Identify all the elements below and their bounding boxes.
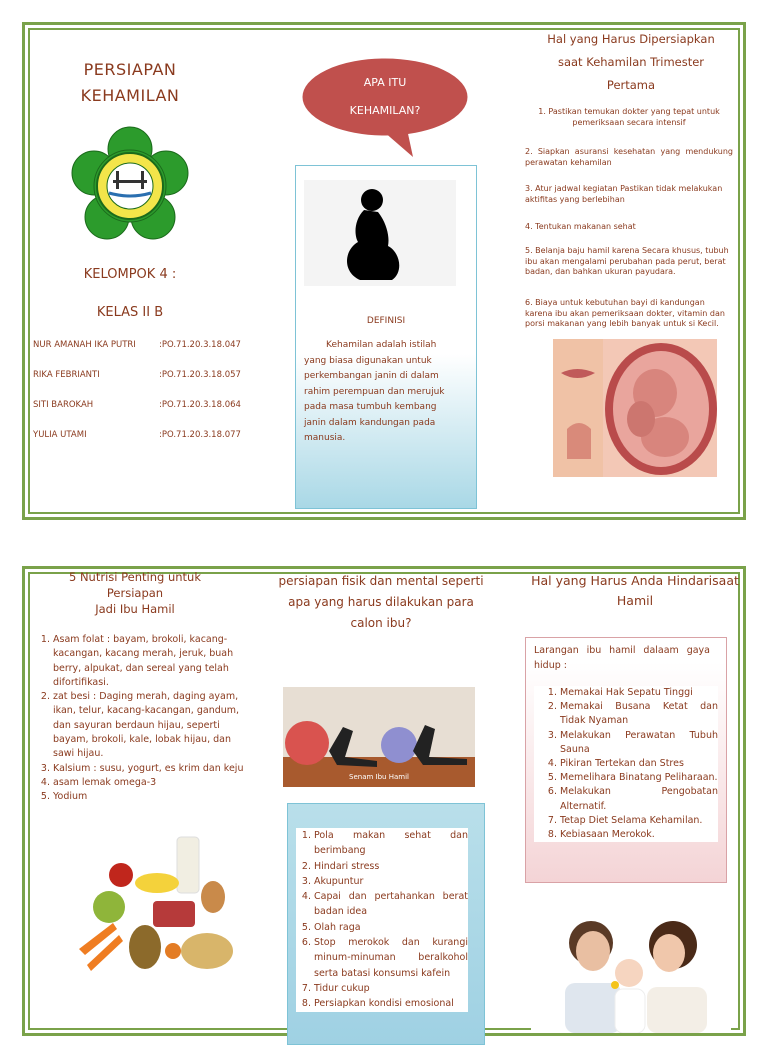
definition-box bbox=[295, 165, 477, 509]
list-item: 8. Persiapkan kondisi emosional bbox=[314, 996, 468, 1011]
nutrition-title: 5 Nutrisi Penting untuk Persiapan Jadi Ibu Hamil bbox=[68, 570, 201, 616]
list-item: 4. Capai dan pertahankan berat badan idea bbox=[314, 889, 468, 920]
member-row bbox=[33, 430, 263, 460]
list-item: 5. Belanja baju hamil karena Secara khusus, tubuh ibu akan mengalami perubahan pada perut, berat badan, dan bahkan ukuran payudara. bbox=[525, 246, 729, 276]
list-item: 3. Akupuntur bbox=[314, 874, 468, 889]
class-label: KELAS II B bbox=[96, 305, 164, 320]
avoid-box bbox=[525, 637, 727, 883]
list-item: 3. Kalsium : susu, yogurt, es krim dan keju bbox=[53, 762, 247, 776]
definition-text: Kehamilan adalah istilah yang biasa digunakan untuk perkembangan janin di dalam rahim perempuan dan merujuk pada masa tumbuh kembang janin dalam kandungan pada manusia. bbox=[304, 340, 445, 443]
brochure-title: PERSIAPAN KEHAMILAN bbox=[80, 60, 180, 105]
list-item: 1. Pastikan temukan dokter yang tepat untuk pemeriksaan secara intensif bbox=[538, 107, 720, 127]
prep-list bbox=[525, 107, 733, 330]
list-item: 6. Stop merokok dan kurangi minum-minuman beralkohol serta batasi konsumsi kafein bbox=[314, 935, 468, 981]
list-item: 1. Pola makan sehat dan berimbang bbox=[314, 828, 468, 859]
member-id: :PO.71.20.3.18.057 bbox=[159, 370, 241, 380]
photo-caption: Senam Ibu Hamil bbox=[349, 773, 409, 781]
list-item: 6. Melakukan Pengobatan Alternatif. bbox=[560, 785, 718, 813]
pregnant-silhouette bbox=[304, 180, 456, 286]
poltekkes-logo bbox=[69, 125, 191, 247]
brochure-page-2 bbox=[22, 566, 746, 1036]
member-row bbox=[33, 400, 263, 430]
list-item: 5. Yodium bbox=[53, 790, 247, 804]
member-name: SITI BAROKAH bbox=[33, 400, 94, 410]
physical-mental-title: persiapan fisik dan mental seperti apa yang harus dilakukan para calon ibu? bbox=[278, 574, 484, 630]
list-item: 8. Kebiasaan Merokok. bbox=[560, 828, 718, 842]
member-id: :PO.71.20.3.18.047 bbox=[159, 340, 241, 350]
pregnancy-exercise-photo bbox=[283, 687, 475, 787]
member-name: NUR AMANAH IKA PUTRI bbox=[33, 340, 136, 350]
list-item: 3. Atur jadwal kegiatan Pastikan tidak melakukan aktifitas yang berlebihan bbox=[525, 184, 723, 204]
member-name: RIKA FEBRIANTI bbox=[33, 370, 100, 380]
list-item: 2. Memakai Busana Ketat dan Tidak Nyaman bbox=[560, 700, 718, 728]
member-id: :PO.71.20.3.18.077 bbox=[159, 430, 241, 440]
fetus-illustration bbox=[553, 339, 717, 477]
list-item: 5. Memelihara Binatang Peliharaan. bbox=[560, 771, 718, 785]
list-item: 4. asam lemak omega-3 bbox=[53, 776, 247, 790]
member-list bbox=[33, 340, 263, 460]
avoid-title: Hal yang Harus Anda Hindarisaat Hamil bbox=[531, 573, 739, 608]
member-id: :PO.71.20.3.18.064 bbox=[159, 400, 241, 410]
healthy-food-image bbox=[73, 831, 243, 981]
preparation-box bbox=[287, 803, 485, 1045]
avoid-intro: Larangan ibu hamil dalaam gaya hidup : bbox=[534, 645, 710, 671]
list-item: 1. Asam folat : bayam, brokoli, kacang-kacangan, kacang merah, jeruk, buah berry, alpukat, dan sereal yang telah difortifikasi. bbox=[53, 633, 247, 690]
list-item: 4. Pikiran Tertekan dan Stres bbox=[560, 757, 718, 771]
brochure-page-1 bbox=[22, 22, 746, 520]
list-item: 2. Siapkan asuransi kesehatan yang mendukung perawatan kehamilan bbox=[525, 147, 733, 167]
list-item: 6. Biaya untuk kebutuhan bayi di kandungan karena ibu akan pemeriksaan dokter, vitamin dan porsi makanan yang lebih banyak untuk si Kecil. bbox=[525, 298, 725, 328]
member-name: YULIA UTAMI bbox=[33, 430, 87, 440]
member-row bbox=[33, 370, 263, 400]
group-label: KELOMPOK 4 : bbox=[83, 267, 177, 282]
family-photo bbox=[531, 909, 731, 1033]
list-item: 7. Tetap Diet Selama Kehamilan. bbox=[560, 814, 718, 828]
list-item: 2. Hindari stress bbox=[314, 859, 468, 874]
definition-title: DEFINISI bbox=[366, 316, 406, 326]
trimester-title: Hal yang Harus Dipersiapkan saat Kehamilan Trimester Pertama bbox=[547, 32, 715, 92]
list-item: 2. zat besi : Daging merah, daging ayam, ikan, telur, kacang-kacangan, gandum, dan sayuran berdaun hijau, seperti bayam, brokoli, kale, lobak hijau, dan sawi hijau. bbox=[53, 690, 247, 761]
speech-bubble: APA ITU KEHAMILAN? bbox=[295, 51, 475, 161]
nutrition-list bbox=[35, 633, 247, 805]
list-item: 4. Tentukan makanan sehat bbox=[525, 222, 636, 231]
preparation-list bbox=[296, 828, 468, 1012]
avoid-list bbox=[534, 686, 718, 842]
list-item: 3. Melakukan Perawatan Tubuh Sauna bbox=[560, 729, 718, 757]
list-item: 5. Olah raga bbox=[314, 920, 468, 935]
list-item: 7. Tidur cukup bbox=[314, 981, 468, 996]
list-item: 1. Memakai Hak Sepatu Tinggi bbox=[560, 686, 718, 700]
member-row bbox=[33, 340, 263, 370]
